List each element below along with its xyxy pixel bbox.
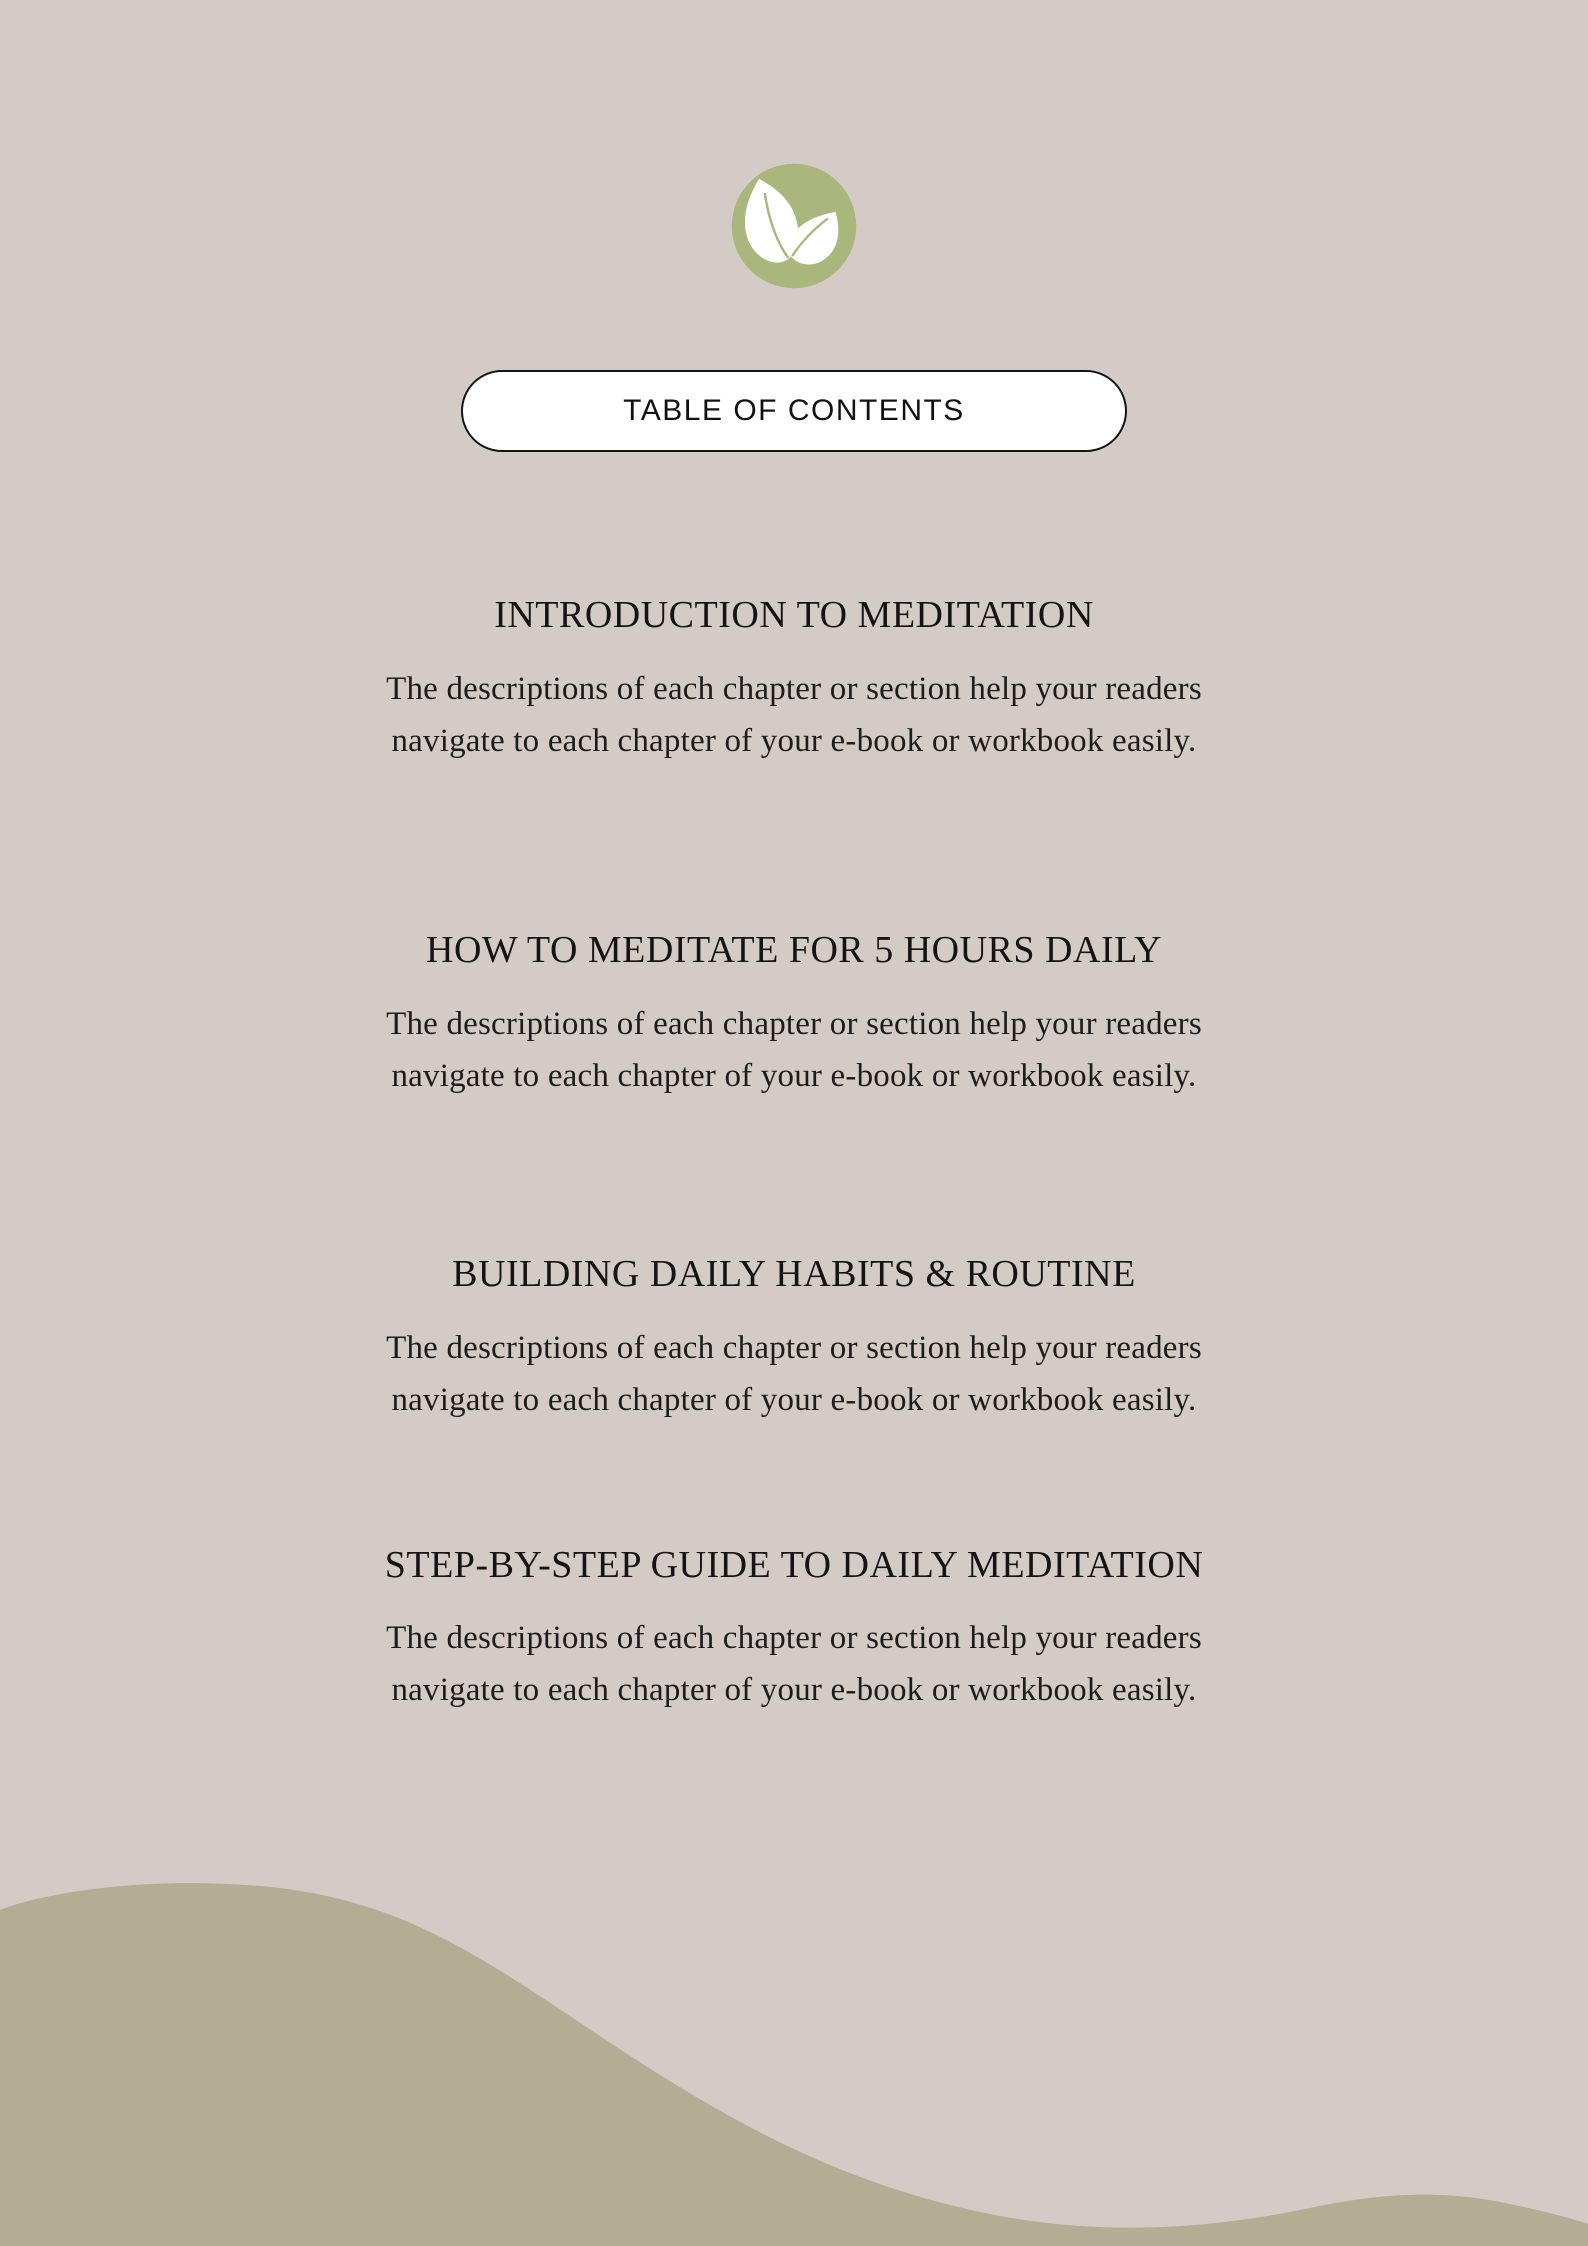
table-of-contents-label: TABLE OF CONTENTS	[623, 394, 965, 427]
section-title: STEP-BY-STEP GUIDE TO DAILY MEDITATION	[384, 1544, 1204, 1586]
toc-section	[0, 593, 1588, 637]
toc-section-description	[0, 998, 1588, 1102]
toc-section	[0, 1543, 1588, 1587]
toc-section	[0, 928, 1588, 972]
section-description: The descriptions of each chapter or section help your readers navigate to each chapter of your e-book or workbook easily.	[386, 1620, 1202, 1708]
brand-logo	[728, 160, 860, 292]
section-title: INTRODUCTION TO MEDITATION	[494, 594, 1094, 636]
toc-section-description	[0, 1612, 1588, 1716]
section-title: BUILDING DAILY HABITS & ROUTINE	[452, 1253, 1136, 1295]
section-description: The descriptions of each chapter or section help your readers navigate to each chapter of your e-book or workbook easily.	[386, 671, 1202, 759]
toc-section-description	[0, 1322, 1588, 1426]
toc-section-description	[0, 663, 1588, 767]
leaf-logo-icon	[728, 160, 860, 292]
bottom-wave-decoration	[0, 1846, 1588, 2246]
section-description: The descriptions of each chapter or section help your readers navigate to each chapter of your e-book or workbook easily.	[386, 1006, 1202, 1094]
section-description: The descriptions of each chapter or section help your readers navigate to each chapter of your e-book or workbook easily.	[386, 1330, 1202, 1418]
toc-section	[0, 1252, 1588, 1296]
table-of-contents-badge	[461, 370, 1127, 452]
section-title: HOW TO MEDITATE FOR 5 HOURS DAILY	[426, 929, 1162, 971]
